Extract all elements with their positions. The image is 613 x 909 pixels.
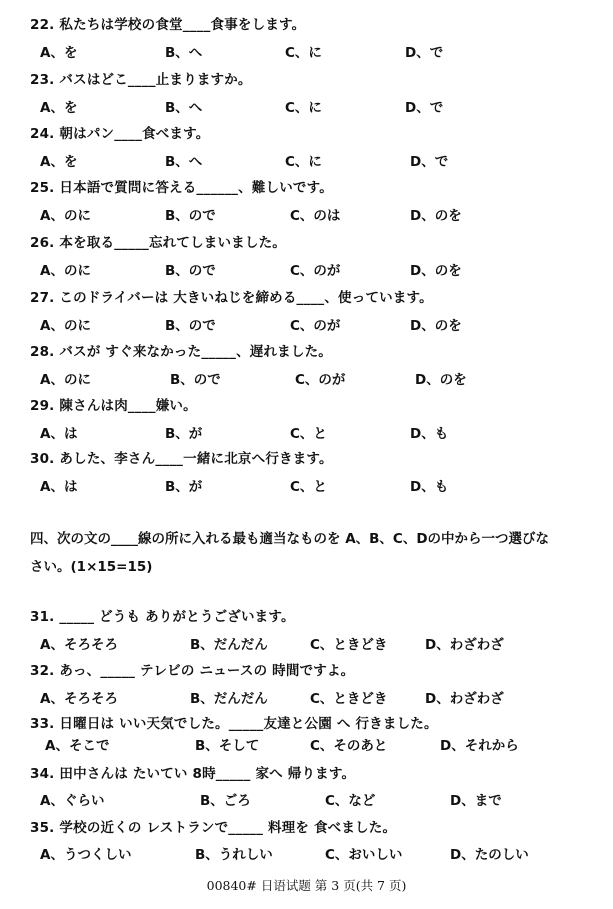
option-a: A、のに (40, 263, 91, 279)
page-footer: 00840# 日语试题 第 3 页(共 7 页) (206, 878, 407, 893)
option-b: B、ので (165, 318, 216, 334)
question-stem: 28. バスが すぐ来なかった_____、遅れました。 (30, 344, 332, 360)
option-c: C、のは (290, 208, 341, 224)
option-c: C、のが (290, 263, 341, 279)
option-a: A、のに (40, 208, 91, 224)
option-d: D、わざわざ (425, 691, 504, 707)
option-d: D、も (410, 426, 449, 442)
option-b: B、が (165, 479, 203, 495)
option-c: C、そのあと (310, 738, 388, 754)
option-b: B、ごろ (200, 793, 251, 809)
option-a: A、のに (40, 372, 91, 388)
option-b: B、だんだん (190, 637, 268, 653)
option-b: B、そして (195, 738, 260, 754)
option-a: A、そろそろ (40, 637, 118, 653)
question-stem: 25. 日本語で質問に答える______、難しいです。 (30, 180, 333, 196)
question-stem: 24. 朝はパン____食べます。 (30, 126, 210, 142)
option-b: B、ので (165, 208, 216, 224)
option-b: B、うれしい (195, 847, 273, 863)
question-stem: 35. 学校の近くの レストランで_____ 料理を 食べました。 (30, 820, 397, 836)
option-d: D、それから (440, 738, 519, 754)
option-d: D、のを (410, 263, 462, 279)
option-b: B、へ (165, 100, 203, 116)
option-d: D、で (405, 45, 444, 61)
option-a: A、うつくしい (40, 847, 132, 863)
option-c: C、のが (295, 372, 346, 388)
option-d: D、まで (450, 793, 502, 809)
option-c: C、に (285, 45, 322, 61)
option-b: B、へ (165, 45, 203, 61)
option-c: C、と (290, 426, 327, 442)
option-d: D、たのしい (450, 847, 529, 863)
option-b: B、ので (165, 263, 216, 279)
option-a: A、ぐらい (40, 793, 105, 809)
question-stem: 29. 陳さんは肉____嫌い。 (30, 398, 197, 414)
option-c: C、おいしい (325, 847, 403, 863)
question-stem: 33. 日曜日は いい天気でした。_____友達と公園 へ 行きました。 (30, 716, 438, 732)
question-stem: 23. バスはどこ____止まりますか。 (30, 72, 252, 88)
question-stem: 27. このドライバーは 大きいねじを締める____、使っています。 (30, 290, 433, 306)
option-b: B、が (165, 426, 203, 442)
question-stem: 34. 田中さんは たいてい 8時_____ 家へ 帰ります。 (30, 766, 356, 782)
option-b: B、ので (170, 372, 221, 388)
question-stem: 30. あした、李さん____一緒に北京へ行きます。 (30, 451, 333, 467)
option-a: A、を (40, 45, 78, 61)
option-c: C、に (285, 154, 322, 170)
option-c: C、に (285, 100, 322, 116)
option-b: B、へ (165, 154, 203, 170)
option-d: D、で (410, 154, 449, 170)
section-instruction: 四、次の文の____線の所に入れる最も適当なものを A、B、C、Dの中から一つ選びな (30, 531, 550, 547)
option-c: C、と (290, 479, 327, 495)
section-instruction-score: さい。(1×15=15) (30, 559, 153, 575)
option-a: A、そろそろ (40, 691, 118, 707)
option-d: D、のを (410, 318, 462, 334)
option-a: A、を (40, 154, 78, 170)
option-d: D、も (410, 479, 449, 495)
option-d: D、で (405, 100, 444, 116)
option-c: C、ときどき (310, 637, 388, 653)
question-stem: 22. 私たちは学校の食堂____食事をします。 (30, 17, 306, 33)
option-a: A、そこで (45, 738, 110, 754)
option-a: A、は (40, 426, 78, 442)
question-stem: 32. あっ、_____ テレビの ニュースの 時間ですよ。 (30, 663, 355, 679)
option-a: A、は (40, 479, 78, 495)
option-d: D、わざわざ (425, 637, 504, 653)
option-d: D、のを (415, 372, 467, 388)
question-stem: 31. _____ どうも ありがとうございます。 (30, 609, 295, 625)
option-d: D、のを (410, 208, 462, 224)
option-c: C、ときどき (310, 691, 388, 707)
option-a: A、のに (40, 318, 91, 334)
option-c: C、など (325, 793, 376, 809)
option-b: B、だんだん (190, 691, 268, 707)
question-stem: 26. 本を取る_____忘れてしまいました。 (30, 235, 286, 251)
option-a: A、を (40, 100, 78, 116)
option-c: C、のが (290, 318, 341, 334)
